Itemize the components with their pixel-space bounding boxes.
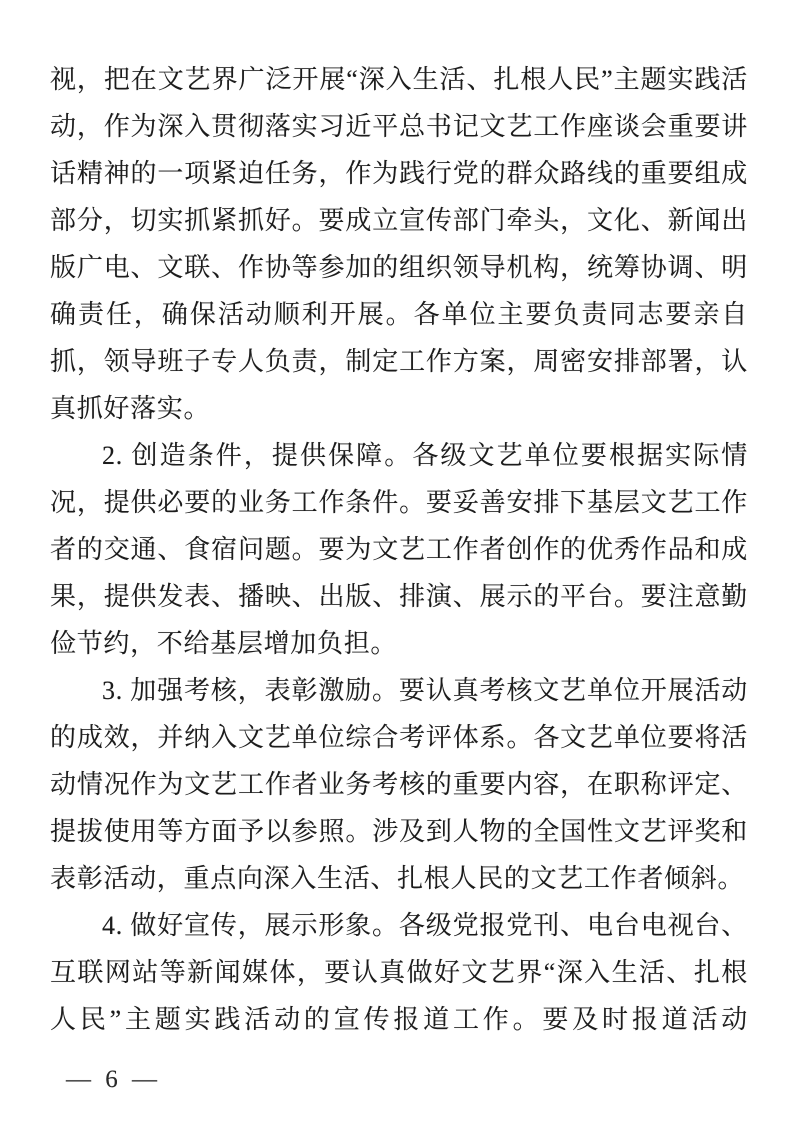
page-number: — 6 — (66, 1066, 161, 1093)
body-paragraph-item-3: 3. 加强考核，表彰激励。要认真考核文艺单位开展活动的成效，并纳入文艺单位综合考评体系。各文艺单位要将活动情况作为文艺工作者业务考核的重要内容，在职称评定、提拔使用等方面予以参照。涉及到人物的全国性文艺评奖和表彰活动，重点向深入生活、扎根人民的文艺工作者倾斜。 (50, 676, 748, 893)
body-paragraph-item-2: 2. 创造条件，提供保障。各级文艺单位要根据实际情况，提供必要的业务工作条件。要妥善安排下基层文艺工作者的交通、食宿问题。要为文艺工作者创作的优秀作品和成果，提供发表、播映、出版、排演、展示的平台。要注意勤俭节约，不给基层增加负担。 (50, 441, 748, 658)
body-text-block (50, 56, 748, 1043)
body-paragraph-continuation: 视，把在文艺界广泛开展“深入生活、扎根人民”主题实践活动，作为深入贯彻落实习近平总书记文艺工作座谈会重要讲话精神的一项紧迫任务，作为践行党的群众路线的重要组成部分，切实抓紧抓好。要成立宣传部门牵头，文化、新闻出版广电、文联、作协等参加的组织领导机构，统筹协调、明确责任，确保活动顺利开展。各单位主要负责同志要亲自抓，领导班子专人负责，制定工作方案，周密安排部署，认真抓好落实。 (50, 65, 748, 423)
body-paragraph-item-4: 4. 做好宣传，展示形象。各级党报党刊、电台电视台、互联网站等新闻媒体，要认真做好文艺界“深入生活、扎根人民”主题实践活动的宣传报道工作。要及时报道活动 (50, 911, 748, 1034)
